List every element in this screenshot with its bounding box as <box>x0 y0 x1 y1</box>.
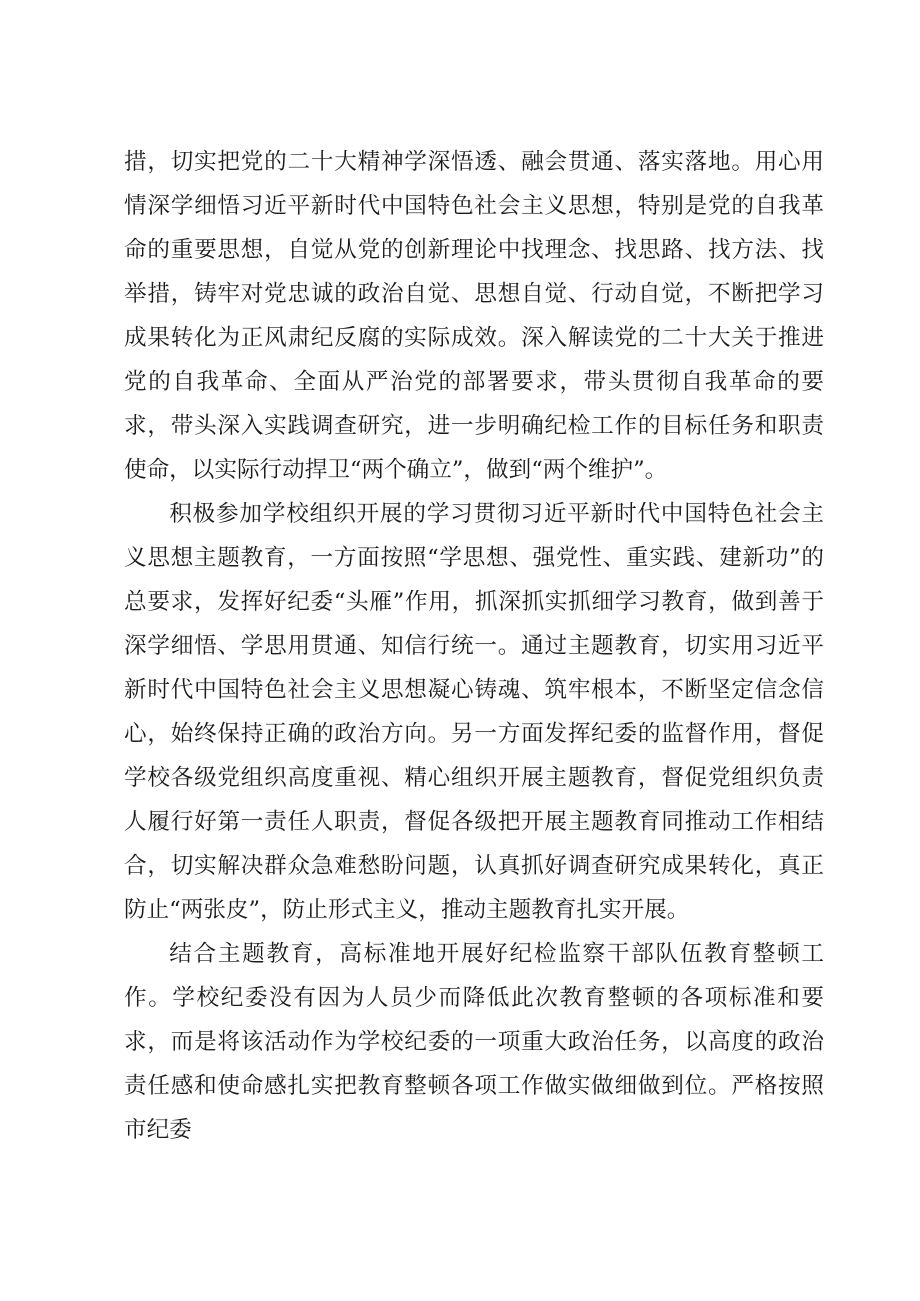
paragraph-continuation: 措，切实把党的二十大精神学深悟透、融会贯通、落实落地。用心用情深学细悟习近平新时代中国特色社会主义思想，特别是党的自我革命的重要思想，自觉从党的创新理论中找理念、找思路、找方法、找举措，铸牢对党忠诚的政治自觉、思想自觉、行动自觉，不断把学习成果转化为正风肃纪反腐的实际成效。深入解读党的二十大关于推进党的自我革命、全面从严治党的部署要求，带头贯彻自我革命的要求，带头深入实践调查研究，进一步明确纪检工作的目标任务和职责使命，以实际行动捍卫“两个确立”，做到“两个维护”。 <box>124 149 824 483</box>
paragraph-theme-education: 积极参加学校组织开展的学习贯彻习近平新时代中国特色社会主义思想主题教育，一方面按照“学思想、强党性、重实践、建新功”的总要求，发挥好纪委“头雁”作用，抓深抓实抓细学习教育，做到善于深学细悟、学思用贯通、知信行统一。通过主题教育，切实用习近平新时代中国特色社会主义思想凝心铸魂、筑牢根本，不断坚定信念信心，始终保持正确的政治方向。另一方面发挥纪委的监督作用，督促学校各级党组织高度重视、精心组织开展主题教育，督促党组织负责人履行好第一责任人职责，督促各级把开展主题教育同推动工作相结合，切实解决群众急难愁盼问题，认真抓好调查研究成果转化，真正防止“两张皮”，防止形式主义，推动主题教育扎实开展。 <box>124 501 824 923</box>
paragraph-team-rectification: 结合主题教育，高标准地开展好纪检监察干部队伍教育整顿工作。学校纪委没有因为人员少而降低此次教育整顿的各项标准和要求，而是将该活动作为学校纪委的一项重大政治任务，以高度的政治责任感和使命感扎实把教育整顿各项工作做实做细做到位。严格按照市纪委 <box>124 941 824 1143</box>
document-body <box>124 140 824 1152</box>
